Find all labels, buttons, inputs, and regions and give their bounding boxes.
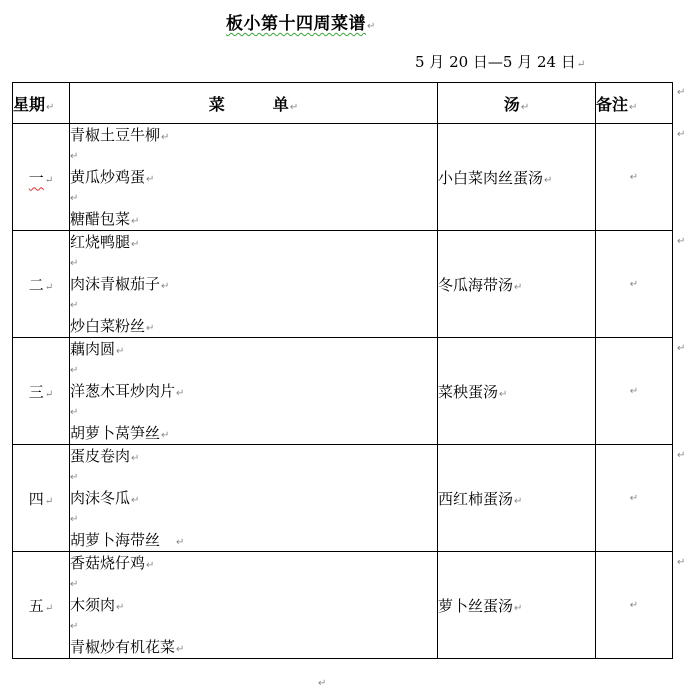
table-row bbox=[13, 445, 673, 552]
note-cell bbox=[596, 445, 673, 552]
dish-item bbox=[70, 637, 437, 658]
row-end-mark-icon: ↵ bbox=[677, 236, 686, 247]
paragraph-mark-icon: ↵ bbox=[70, 578, 79, 590]
note-cell bbox=[596, 552, 673, 659]
paragraph-mark-icon: ↵ bbox=[70, 192, 79, 204]
soup-cell bbox=[438, 445, 596, 552]
header-soup-text: 汤 bbox=[503, 94, 520, 114]
header-dishes bbox=[70, 83, 438, 124]
dish-item bbox=[70, 595, 437, 616]
paragraph-mark-icon: ↵ bbox=[289, 101, 299, 113]
day-label: 五 bbox=[28, 596, 44, 615]
date-range bbox=[415, 51, 585, 72]
soup-name: 菜秧蛋汤 bbox=[438, 382, 499, 401]
header-note bbox=[596, 83, 673, 124]
note-cell bbox=[596, 231, 673, 338]
table-row bbox=[13, 124, 673, 231]
paragraph-mark-icon: ↵ bbox=[629, 101, 638, 113]
dish-item bbox=[70, 316, 437, 337]
paragraph-mark-icon: ↵ bbox=[629, 171, 639, 183]
paragraph-mark-icon: ↵ bbox=[161, 280, 170, 292]
dish-item bbox=[70, 381, 437, 402]
paragraph-mark-icon: ↵ bbox=[70, 513, 79, 525]
paragraph-mark-icon: ↵ bbox=[44, 602, 54, 614]
paragraph-mark-icon: ↵ bbox=[176, 387, 185, 399]
day-cell bbox=[13, 231, 70, 338]
paragraph-mark-icon: ↵ bbox=[70, 620, 79, 632]
soup-name: 小白菜肉丝蛋汤 bbox=[438, 168, 544, 187]
soup-cell bbox=[438, 338, 596, 445]
day-cell bbox=[13, 338, 70, 445]
dish-name: 蛋皮卷肉 bbox=[70, 446, 131, 465]
document-title bbox=[226, 9, 376, 34]
dish-name: 肉沫冬瓜 bbox=[70, 488, 131, 507]
soup-name: 西红柿蛋汤 bbox=[438, 489, 514, 508]
header-note-text: 备注 bbox=[596, 94, 629, 114]
paragraph-mark-icon: ↵ bbox=[514, 495, 523, 507]
paragraph-mark-icon: ↵ bbox=[367, 21, 376, 32]
soup-cell bbox=[438, 552, 596, 659]
day-cell bbox=[13, 552, 70, 659]
paragraph-mark-icon: ↵ bbox=[629, 599, 639, 611]
paragraph-mark-icon: ↵ bbox=[146, 173, 155, 185]
paragraph-mark-icon: ↵ bbox=[514, 281, 523, 293]
paragraph-mark-icon: ↵ bbox=[44, 495, 54, 507]
paragraph-mark-icon: ↵ bbox=[44, 388, 54, 400]
paragraph-mark-icon: ↵ bbox=[161, 429, 170, 441]
paragraph-mark-icon: ↵ bbox=[44, 174, 54, 186]
table-header-row bbox=[13, 83, 673, 124]
row-end-mark-icon: ↵ bbox=[677, 87, 686, 98]
dish-name: 炒白菜粉丝 bbox=[70, 316, 146, 335]
dish-name: 黄瓜炒鸡蛋 bbox=[70, 167, 146, 186]
note-cell bbox=[596, 338, 673, 445]
paragraph-mark-icon: ↵ bbox=[131, 494, 140, 506]
paragraph-mark-icon: ↵ bbox=[520, 101, 530, 113]
date-range-text: 5 月 20 日—5 月 24 日 bbox=[415, 53, 576, 71]
paragraph-mark-icon: ↵ bbox=[70, 257, 79, 269]
dish-item bbox=[70, 423, 437, 444]
dish-name: 红烧鸭腿 bbox=[70, 232, 131, 251]
header-dishes-text-2: 单 bbox=[272, 94, 289, 114]
paragraph-mark-icon: ↵ bbox=[629, 492, 639, 504]
dishes-cell bbox=[70, 338, 438, 445]
paragraph-mark-icon: ↵ bbox=[131, 215, 140, 227]
dish-item bbox=[70, 339, 437, 360]
row-end-mark-icon: ↵ bbox=[677, 343, 686, 354]
header-day-text: 星期 bbox=[13, 94, 46, 114]
paragraph-mark-icon: ↵ bbox=[70, 150, 79, 162]
document-title-text: 板小第十四周菜谱 bbox=[226, 14, 366, 34]
soup-cell bbox=[438, 124, 596, 231]
dishes-cell bbox=[70, 231, 438, 338]
day-label: 四 bbox=[28, 489, 44, 508]
dish-name: 青椒炒有机花菜 bbox=[70, 637, 176, 656]
table-row bbox=[13, 552, 673, 659]
day-cell bbox=[13, 124, 70, 231]
dish-name: 青椒土豆牛柳 bbox=[70, 125, 161, 144]
dish-item bbox=[70, 125, 437, 146]
dish-name: 香菇烧仔鸡 bbox=[70, 553, 146, 572]
table-row bbox=[13, 338, 673, 445]
paragraph-mark-icon: ↵ bbox=[514, 602, 523, 614]
row-end-mark-icon: ↵ bbox=[677, 450, 686, 461]
dish-item bbox=[70, 274, 437, 295]
note-cell bbox=[596, 124, 673, 231]
paragraph-mark-icon: ↵ bbox=[131, 238, 140, 250]
soup-name: 冬瓜海带汤 bbox=[438, 275, 514, 294]
dish-name: 藕肉圆 bbox=[70, 339, 116, 358]
row-end-mark-icon: ↵ bbox=[677, 129, 686, 140]
dish-item bbox=[70, 209, 437, 230]
menu-table bbox=[12, 82, 673, 659]
dish-item bbox=[70, 553, 437, 574]
soup-name: 萝卜丝蛋汤 bbox=[438, 596, 514, 615]
paragraph-mark-icon: ↵ bbox=[46, 101, 55, 113]
day-label: 二 bbox=[28, 275, 44, 294]
dish-name: 木须肉 bbox=[70, 595, 116, 614]
paragraph-mark-icon: ↵ bbox=[44, 281, 54, 293]
paragraph-mark-icon: ↵ bbox=[499, 388, 508, 400]
dish-name: 洋葱木耳炒肉片 bbox=[70, 381, 176, 400]
paragraph-mark-icon: ↵ bbox=[131, 452, 140, 464]
day-cell bbox=[13, 445, 70, 552]
paragraph-mark-icon: ↵ bbox=[70, 406, 79, 418]
dish-item bbox=[70, 488, 437, 509]
paragraph-mark-icon: ↵ bbox=[576, 59, 586, 70]
paragraph-mark-icon: ↵ bbox=[146, 322, 155, 334]
paragraph-mark-icon: ↵ bbox=[318, 678, 327, 689]
dish-name: 肉沫青椒茄子 bbox=[70, 274, 161, 293]
paragraph-mark-icon: ↵ bbox=[176, 643, 185, 655]
header-dishes-text-1: 菜 bbox=[208, 94, 225, 114]
paragraph-mark-icon: ↵ bbox=[70, 299, 79, 311]
dish-item bbox=[70, 446, 437, 467]
paragraph-mark-icon: ↵ bbox=[116, 345, 125, 357]
paragraph-mark-icon: ↵ bbox=[70, 364, 79, 376]
row-end-mark-icon: ↵ bbox=[677, 557, 686, 568]
day-label: 三 bbox=[28, 382, 44, 401]
paragraph-mark-icon: ↵ bbox=[70, 471, 79, 483]
dishes-cell bbox=[70, 445, 438, 552]
paragraph-mark-icon: ↵ bbox=[161, 131, 170, 143]
dish-name: 胡萝卜莴笋丝 bbox=[70, 423, 161, 442]
dish-item bbox=[70, 167, 437, 188]
paragraph-mark-icon: ↵ bbox=[116, 601, 125, 613]
dish-item bbox=[70, 232, 437, 253]
header-day bbox=[13, 83, 70, 124]
paragraph-mark-icon: ↵ bbox=[146, 559, 155, 571]
dish-name: 胡萝卜海带丝 bbox=[70, 530, 161, 549]
table-row bbox=[13, 231, 673, 338]
header-soup bbox=[438, 83, 596, 124]
soup-cell bbox=[438, 231, 596, 338]
paragraph-mark-icon: ↵ bbox=[629, 278, 639, 290]
dishes-cell bbox=[70, 124, 438, 231]
dish-item bbox=[70, 530, 437, 551]
paragraph-mark-icon: ↵ bbox=[176, 536, 185, 548]
day-label: 一 bbox=[28, 168, 44, 187]
dish-name: 糖醋包菜 bbox=[70, 209, 131, 228]
paragraph-mark-icon: ↵ bbox=[629, 385, 639, 397]
paragraph-mark-icon: ↵ bbox=[544, 174, 553, 186]
dishes-cell bbox=[70, 552, 438, 659]
